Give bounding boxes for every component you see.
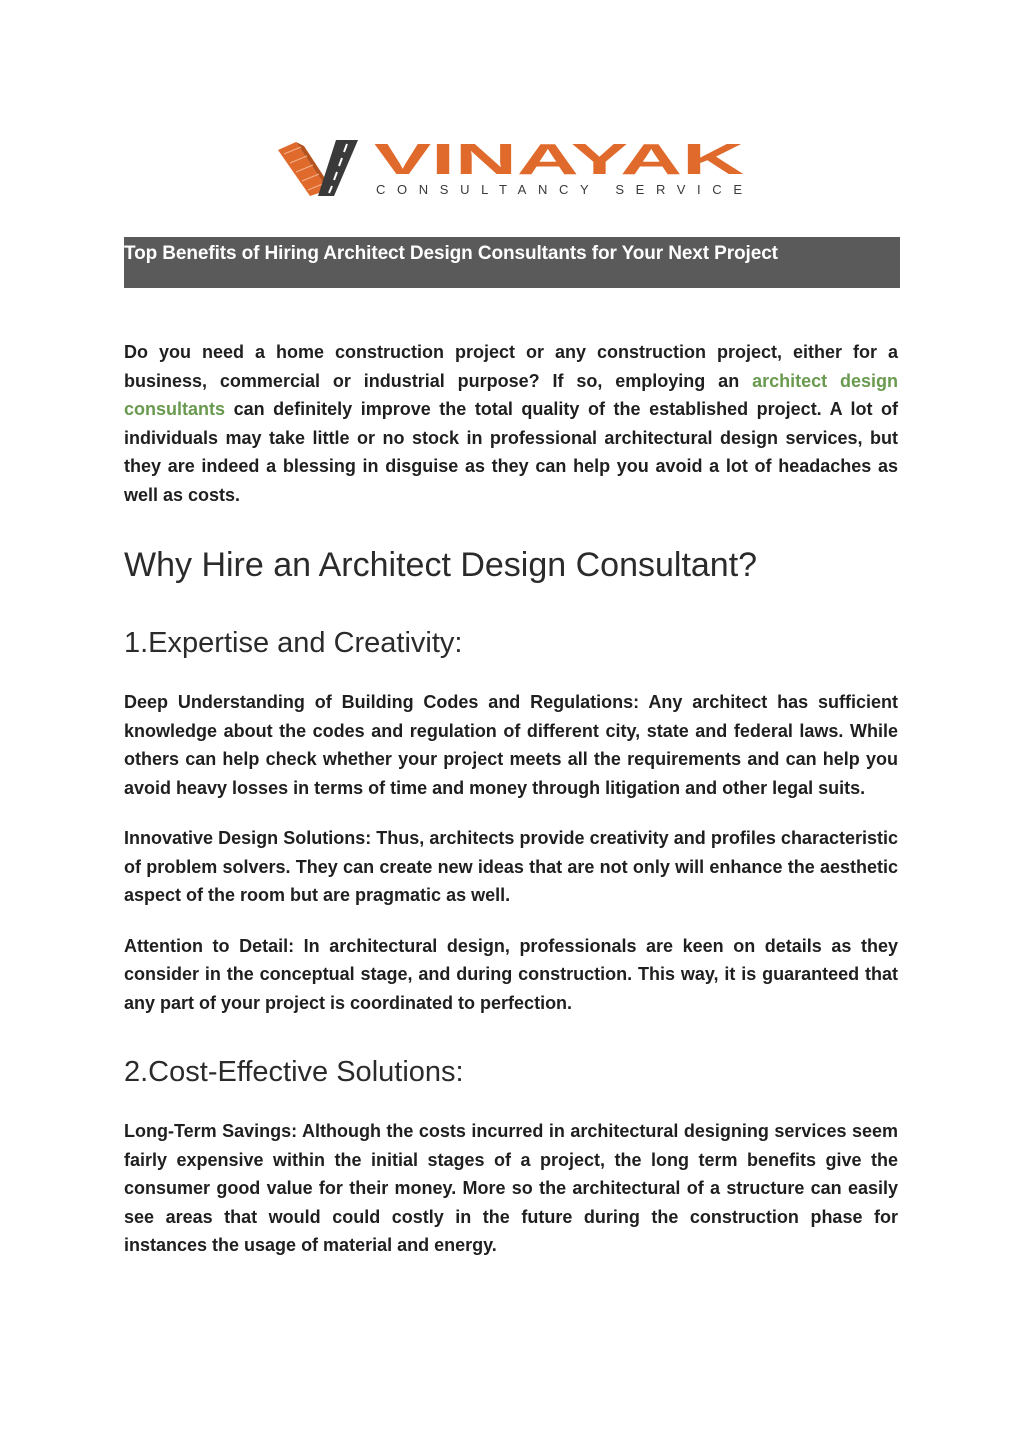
article-body (124, 338, 898, 1260)
intro-paragraph (124, 338, 898, 509)
section-1-paragraph-3: Attention to Detail: In architectural design, professionals are keen on details as they consider in the conceptual stage, and during construction. This way, it is guaranteed that any part of your project is coordinated to perfection. (124, 935, 898, 1013)
why-hire-heading: Why Hire an Architect Design Consultant? (124, 546, 758, 584)
title-banner (124, 237, 900, 288)
logo-tagline: CONSULTANCY SERVICE (376, 182, 742, 197)
page-title: Top Benefits of Hiring Architect Design Consultants for Your Next Project (124, 243, 778, 264)
section-1-heading: 1.Expertise and Creativity: (124, 627, 463, 659)
section-1-paragraph-1: Deep Understanding of Building Codes and Regulations: Any architect has sufficient knowledge about the codes and regulation of different city, state and federal laws. While others can help check whether your project meets all the requirements and can help you avoid heavy losses in terms of time and money through litigation and other legal suits. (124, 692, 898, 798)
architect-design-consultants-link[interactable]: architect design consultants (124, 370, 899, 419)
logo-emblem-icon (278, 140, 358, 196)
section-2-heading: 2.Cost-Effective Solutions: (124, 1056, 464, 1088)
intro-text-after: can definitely improve the total quality of the established project. A lot of individuals may take little or no stock in professional architectural design services, but they are indeed a blessing in disguise as they can help you avoid a lot of headaches as well as costs. (124, 399, 898, 505)
section-1-paragraph-2: Innovative Design Solutions: Thus, architects provide creativity and profiles characteristic of problem solvers. They can create new ideas that are not only will enhance the aesthetic aspect of the room but are pragmatic as well. (124, 828, 898, 905)
section-2-paragraph-1: Long-Term Savings: Although the costs incurred in architectural designing services seem fairly expensive within the initial stages of a project, the long term benefits give the consumer good value for their money. More so the architectural of a structure can easily see areas that would could costly in the future during the construction phase for instances the usage of material and energy. (124, 1121, 898, 1255)
intro-text-before: Do you need a home construction project or any construction project, either for a business, commercial or industrial purpose? If so, employing an (124, 342, 898, 391)
logo-brand: VINAYAK (374, 138, 745, 184)
company-logo (274, 138, 746, 200)
